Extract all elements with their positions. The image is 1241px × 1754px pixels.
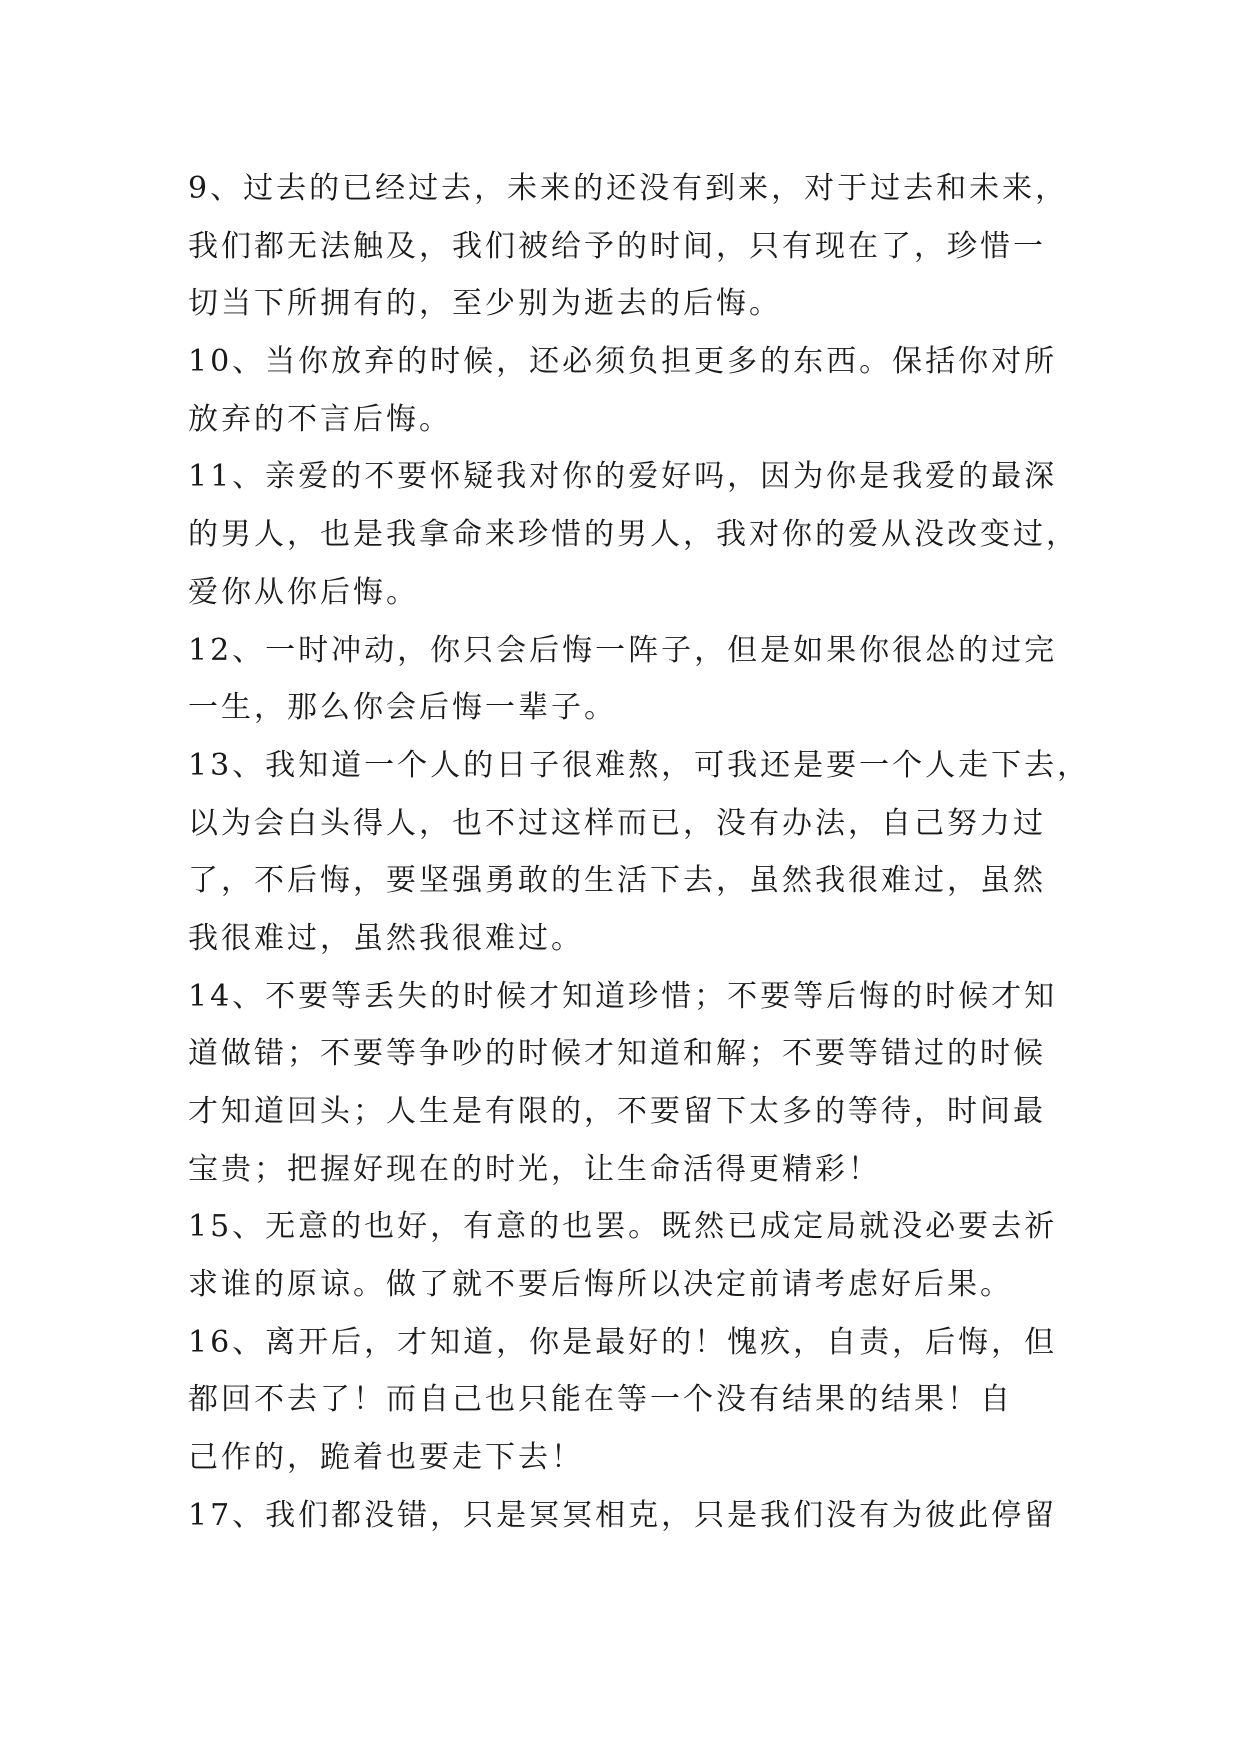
text-line: 以为会白头得人，也不过这样而已，没有办法，自己努力过 bbox=[188, 805, 1046, 841]
text-line: 16、离开后，才知道，你是最好的！愧疚，自责，后悔，但 bbox=[188, 1324, 1058, 1360]
text-line: 了，不后悔，要坚强勇敢的生活下去，虽然我很难过，虽然 bbox=[188, 863, 1046, 899]
text-line: 放弃的不言后悔。 bbox=[188, 401, 452, 437]
text-line: 求谁的原谅。做了就不要后悔所以决定前请考虑好后果。 bbox=[188, 1267, 1013, 1303]
text-line: 10、当你放弃的时候，还必须负担更多的东西。保括你对所 bbox=[188, 344, 1058, 380]
text-line: 爱你从你后悔。 bbox=[188, 574, 419, 610]
text-line: 15、无意的也好，有意的也罢。既然已成定局就没必要去祈 bbox=[188, 1209, 1058, 1245]
text-line: 14、不要等丢失的时候才知道珍惜；不要等后悔的时候才知 bbox=[188, 978, 1058, 1014]
text-line: 道做错；不要等争吵的时候才知道和解；不要等错过的时候 bbox=[188, 1036, 1046, 1072]
text-line: 13、我知道一个人的日子很难熬，可我还是要一个人走下去， bbox=[188, 747, 1091, 783]
text-line: 都回不去了！而自己也只能在等一个没有结果的结果！自 bbox=[188, 1382, 1013, 1418]
text-line: 一生，那么你会后悔一辈子。 bbox=[188, 690, 617, 726]
text-line: 9、过去的已经过去，未来的还没有到来，对于过去和未来， bbox=[188, 171, 1069, 206]
text-line: 己作的，跪着也要走下去！ bbox=[188, 1440, 584, 1476]
text-line: 切当下所拥有的，至少别为逝去的后悔。 bbox=[188, 286, 782, 322]
text-line: 的男人，也是我拿命来珍惜的男人，我对你的爱从没改变过， bbox=[188, 517, 1079, 553]
text-line: 才知道回头；人生是有限的，不要留下太多的等待，时间最 bbox=[188, 1094, 1046, 1129]
text-line: 12、一时冲动，你只会后悔一阵子，但是如果你很怂的过完 bbox=[188, 632, 1058, 668]
text-line: 我们都无法触及，我们被给予的时间，只有现在了，珍惜一 bbox=[188, 228, 1046, 264]
text-line: 11、亲爱的不要怀疑我对你的爱好吗，因为你是我爱的最深 bbox=[188, 459, 1058, 495]
text-line: 我很难过，虽然我很难过。 bbox=[188, 920, 584, 956]
document-body bbox=[188, 160, 1091, 1545]
text-line: 宝贵；把握好现在的时光，让生命活得更精彩！ bbox=[188, 1151, 881, 1187]
text-line: 17、我们都没错，只是冥冥相克，只是我们没有为彼此停留 bbox=[188, 1497, 1058, 1533]
